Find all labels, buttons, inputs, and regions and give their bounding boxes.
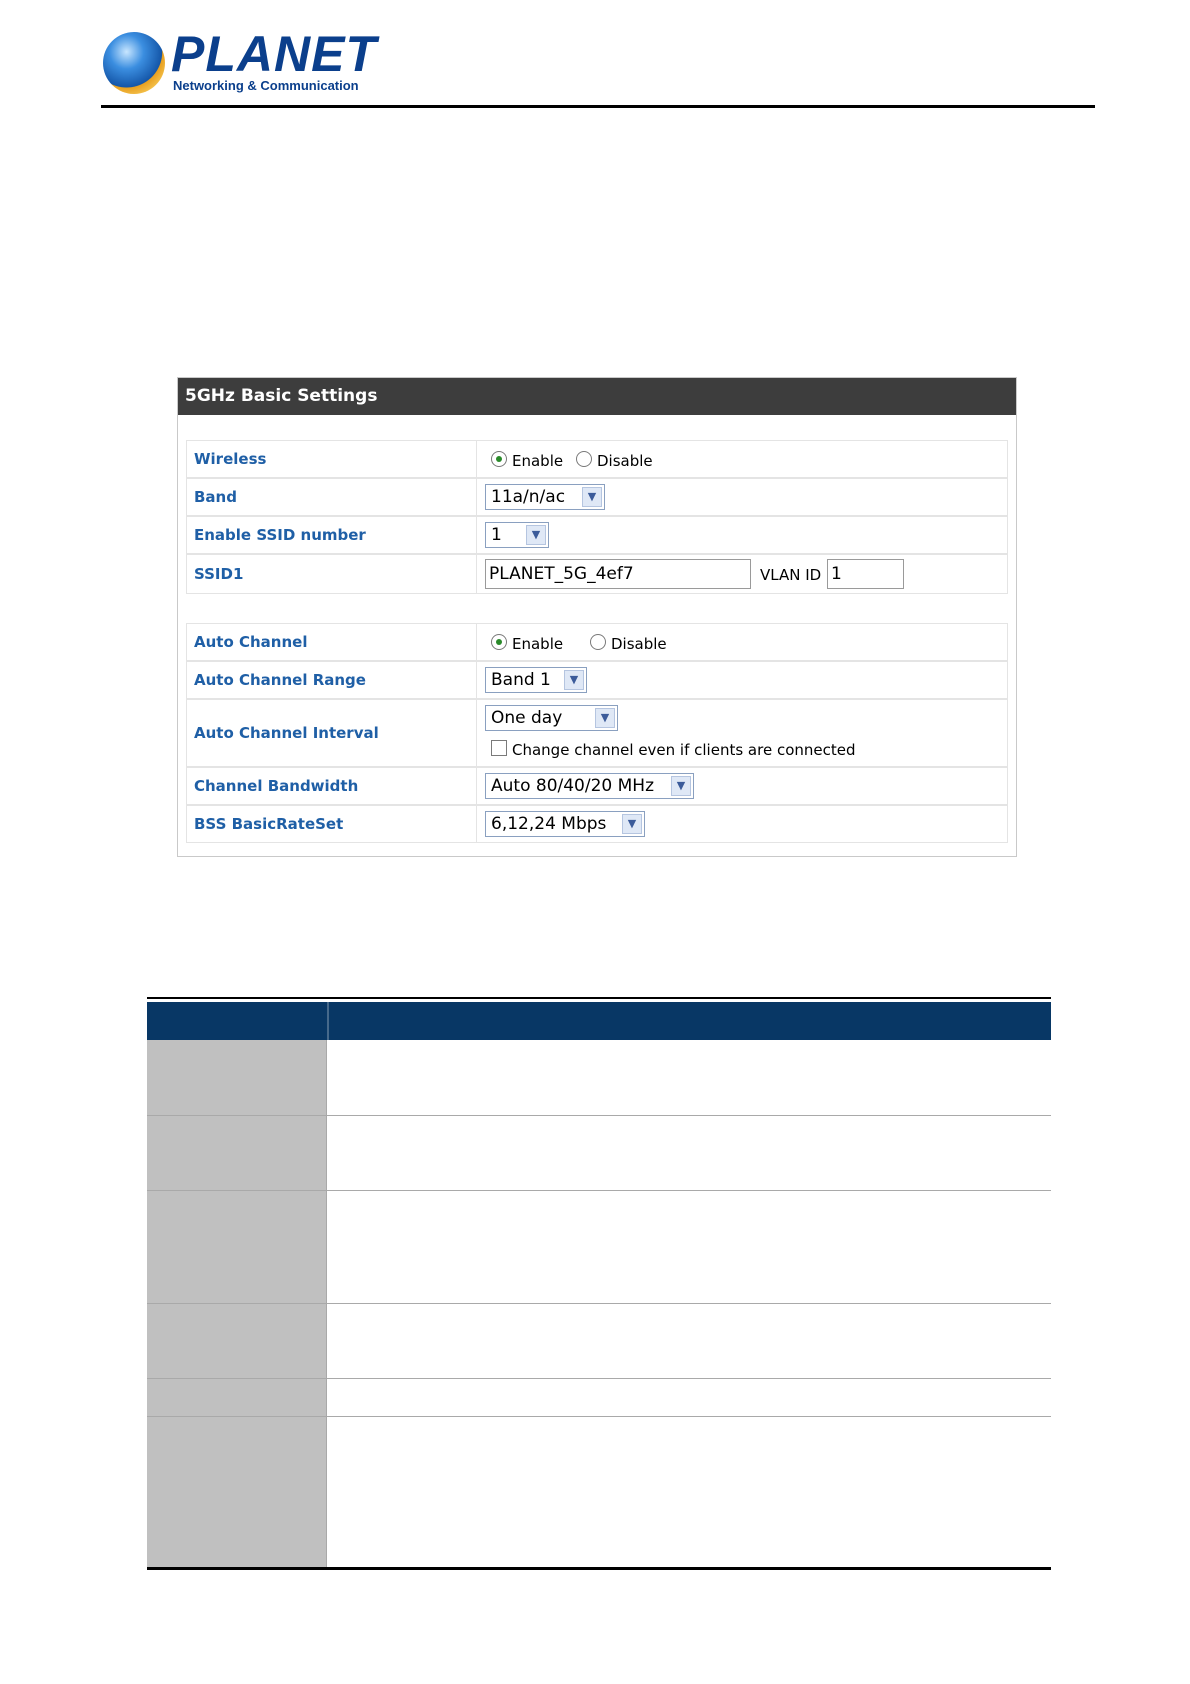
vlan-id-input[interactable]: 1	[827, 559, 904, 589]
table-row-label-cell	[147, 1116, 327, 1190]
auto-channel-range-label: Auto Channel Range	[187, 662, 477, 698]
table-row	[147, 1116, 1051, 1191]
change-channel-checkbox-label: Change channel even if clients are connected	[512, 741, 856, 759]
row-band	[186, 478, 1008, 516]
row-auto-channel-range	[186, 661, 1008, 699]
wireless-label: Wireless	[187, 441, 477, 477]
auto-channel-enable-label: Enable	[512, 635, 564, 653]
row-auto-channel	[186, 623, 1008, 661]
table-header	[147, 1002, 1051, 1040]
table-row	[147, 1417, 1051, 1567]
auto-channel-interval-select[interactable]	[485, 705, 618, 731]
wireless-enable-radio[interactable]	[491, 451, 507, 467]
auto-channel-range-select-value: Band 1	[491, 670, 551, 690]
table-row-label-cell	[147, 1040, 327, 1115]
chevron-down-icon: ▼	[622, 814, 642, 834]
change-channel-checkbox[interactable]	[491, 740, 507, 756]
wireless-disable-radio[interactable]	[576, 451, 592, 467]
logo-wordmark: PLANET	[171, 26, 377, 82]
wireless-enable-label: Enable	[512, 452, 564, 470]
ssid1-input[interactable]: PLANET_5G_4ef7	[485, 559, 751, 589]
auto-channel-disable-radio[interactable]	[590, 634, 606, 650]
table-row	[147, 1040, 1051, 1116]
row-auto-channel-interval	[186, 699, 1008, 767]
auto-channel-range-select[interactable]	[485, 667, 587, 693]
logo-tagline: Networking & Communication	[173, 78, 359, 93]
planet-logo	[103, 26, 377, 96]
ssid-number-select-value: 1	[491, 525, 502, 545]
table-row	[147, 1304, 1051, 1379]
table-row-label-cell	[147, 1191, 327, 1303]
row-ssid-number	[186, 516, 1008, 554]
auto-channel-enable-radio[interactable]	[491, 634, 507, 650]
ssid-number-label: Enable SSID number	[187, 517, 477, 553]
auto-channel-disable-label: Disable	[611, 635, 667, 653]
row-bss-basic-rate-set	[186, 805, 1008, 843]
bss-basic-rate-set-select-value: 6,12,24 Mbps	[491, 814, 607, 834]
bss-basic-rate-set-select[interactable]	[485, 811, 645, 837]
bss-basic-rate-set-label: BSS BasicRateSet	[187, 806, 477, 842]
panel-title: 5GHz Basic Settings	[178, 378, 1016, 415]
wireless-disable-label: Disable	[597, 452, 653, 470]
chevron-down-icon: ▼	[526, 525, 546, 545]
channel-bandwidth-label: Channel Bandwidth	[187, 768, 477, 804]
table-row-label-cell	[147, 1417, 327, 1567]
auto-channel-label: Auto Channel	[187, 624, 477, 660]
channel-bandwidth-select-value: Auto 80/40/20 MHz	[491, 776, 655, 796]
row-wireless	[186, 440, 1008, 478]
table-row	[147, 1379, 1051, 1417]
band-label: Band	[187, 479, 477, 515]
ssid1-label: SSID1	[187, 555, 477, 593]
channel-bandwidth-select[interactable]	[485, 773, 694, 799]
ssid-number-select[interactable]	[485, 522, 549, 548]
table-row	[147, 1191, 1051, 1304]
table-row-label-cell	[147, 1304, 327, 1378]
chevron-down-icon: ▼	[564, 670, 584, 690]
row-channel-bandwidth	[186, 767, 1008, 805]
chevron-down-icon: ▼	[582, 487, 602, 507]
table-bottom-rule	[147, 1567, 1051, 1570]
row-ssid1	[186, 554, 1008, 594]
chevron-down-icon: ▼	[671, 776, 691, 796]
auto-channel-interval-label: Auto Channel Interval	[187, 700, 477, 766]
table-header-divider	[327, 1002, 329, 1040]
globe-icon	[103, 32, 165, 94]
table-top-rule	[147, 997, 1051, 999]
auto-channel-interval-select-value: One day	[491, 708, 563, 728]
band-select[interactable]	[485, 484, 605, 510]
chevron-down-icon: ▼	[595, 708, 615, 728]
basic-settings-panel	[177, 377, 1017, 857]
table-row-label-cell	[147, 1379, 327, 1416]
band-select-value: 11a/n/ac	[491, 487, 566, 507]
vlan-id-label: VLAN ID	[760, 566, 822, 584]
header-divider	[101, 105, 1095, 108]
